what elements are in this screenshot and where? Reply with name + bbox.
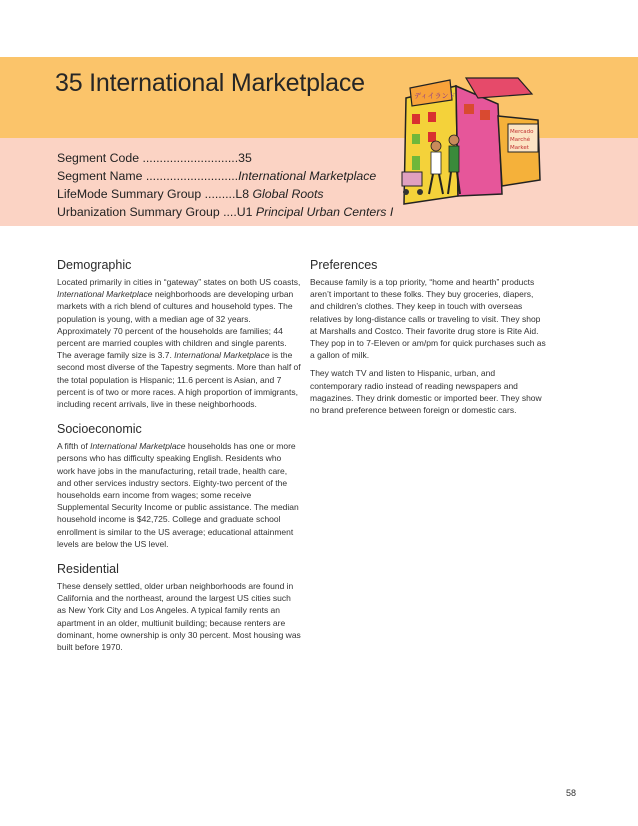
demographic-heading: Demographic bbox=[57, 258, 132, 272]
residential-section bbox=[57, 562, 301, 653]
demographic-text-b: neighborhoods are developing urban markets with a rich blend of cultures and household types. The population is young, with a median age of 32 years. Approximately 70 percent of the households are families; 44 percent are married couples with children and single parents. The average family size is 3.7. bbox=[57, 289, 294, 361]
segment-meta bbox=[57, 149, 393, 221]
socioeconomic-text-em: International Marketplace bbox=[90, 441, 186, 452]
lifemode-value: Global Roots bbox=[252, 187, 324, 201]
segment-code-label: Segment Code ............................ bbox=[57, 151, 239, 165]
shop-sign-text: ディイランド bbox=[414, 92, 456, 100]
segment-name-row bbox=[57, 167, 393, 185]
socioeconomic-text-a: A fifth of bbox=[57, 441, 91, 452]
urbanization-value: Principal Urban Centers I bbox=[255, 205, 394, 219]
market-sign-line-1: Mercado bbox=[510, 129, 534, 135]
urbanization-row bbox=[57, 203, 393, 221]
segment-code-row bbox=[57, 149, 393, 167]
socioeconomic-heading: Socioeconomic bbox=[57, 422, 142, 437]
segment-name-value: International Marketplace bbox=[238, 169, 377, 183]
residential-heading: Residential bbox=[57, 562, 119, 577]
segment-code-value: 35 bbox=[238, 151, 252, 165]
lifemode-code: L8 bbox=[235, 187, 250, 201]
preferences-heading: Preferences bbox=[310, 258, 378, 272]
preferences-text-1: Because family is a top priority, “home and hearth” products aren’t important to these folks. They buy groceries, diapers, and children’s clothes. They keep in touch with overseas relatives by long-distance calls or traveling to visit. They shop at Marshalls and Costco. Their favorite drug store is Rite Aid. They pop in to 7-Eleven or am/pm for quick purchases such as a gallon of milk. bbox=[310, 277, 546, 361]
demographic-text bbox=[57, 276, 301, 410]
preferences-text-2: They watch TV and listen to Hispanic, urban, and contemporary radio instead of reading newspapers and magazines. They drink domestic or imported beer. They show no brand preference between foreign or domestic cars. bbox=[310, 368, 542, 416]
demographic-text-em: International Marketplace bbox=[57, 289, 153, 300]
urbanization-label: Urbanization Summary Group .... bbox=[57, 205, 237, 219]
page-number: 58 bbox=[566, 788, 577, 798]
urbanization-code: U1 bbox=[236, 205, 253, 219]
page-title: 35 International Marketplace bbox=[55, 69, 365, 97]
left-column bbox=[57, 258, 301, 665]
residential-text: These densely settled, older urban neighborhoods are found in California and the northeast, around the largest US cities such as New York City and Los Angeles. A typical family rents an apartment in an older, multiunit building; because renters are dominant, home ownership is only 30 percent. Most housing was built before 1970. bbox=[57, 581, 301, 653]
demographic-text-a: Located primarily in cities in “gateway” states on both US coasts, bbox=[57, 277, 301, 287]
market-sign-line-2: Marché bbox=[510, 137, 531, 143]
socioeconomic-text-b: households has one or more persons who has difficulty speaking English. Residents who work have jobs in the manufacturing, retail trade, health care, and other services industry sectors. Eighty-two percent of the households earn income from wages; some receive Supplemental Security Income or public assistance. The median household income is $42,725. College and graduate school enrollment is similar to the US average; educational attainment levels are below the US level. bbox=[57, 441, 299, 549]
lifemode-label: LifeMode Summary Group ......... bbox=[57, 187, 236, 201]
lifemode-row bbox=[57, 185, 393, 203]
market-sign-line-3: Market bbox=[510, 145, 529, 151]
right-column bbox=[310, 258, 548, 428]
demographic-text-c: is the second most diverse of the Tapestry segments. More than half of the total population is Hispanic; 11.6 percent is Asian, and 7 percent is of two or more races. A high proportion of immigrants, including recent arrivals, live in these neighborhoods. bbox=[57, 350, 301, 410]
socioeconomic-text bbox=[57, 440, 301, 550]
marketplace-illustration bbox=[398, 76, 558, 216]
socioeconomic-section bbox=[57, 422, 301, 550]
demographic-section bbox=[57, 258, 301, 410]
preferences-section bbox=[310, 258, 548, 416]
segment-name-label: Segment Name ........................... bbox=[57, 169, 239, 183]
demographic-text-em2: International Marketplace bbox=[174, 350, 270, 361]
